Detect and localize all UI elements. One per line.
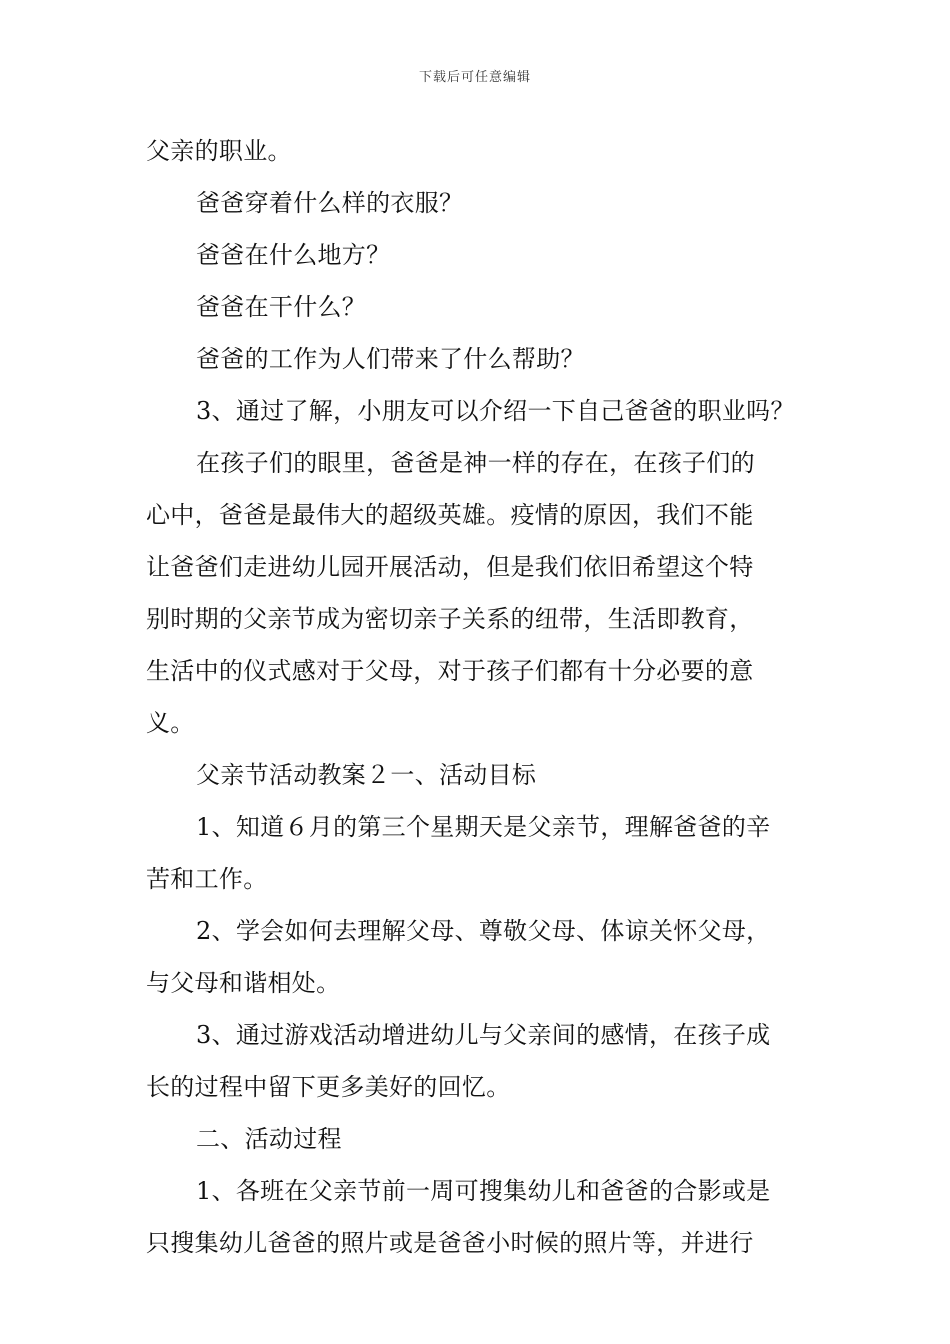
page-header: 下载后可任意编辑: [418, 70, 531, 85]
paragraph-start-line: 在孩子们的眼里，爸爸是神一样的存在，在孩子们的: [196, 449, 755, 477]
text-line: 心中，爸爸是最伟大的超级英雄。疫情的原因，我们不能: [146, 501, 754, 529]
text-line: 爸爸在什么地方？: [196, 241, 391, 269]
text-line: 与父母和谐相处。: [146, 969, 341, 997]
document-body: [146, 125, 810, 1269]
text-line: 苦和工作。: [146, 865, 268, 893]
list-item-line: 3、通过游戏活动增进幼儿与父亲间的感情，在孩子成: [196, 1021, 771, 1049]
text-line: 爸爸的工作为人们带来了什么帮助？: [196, 345, 585, 373]
text-line: 只搜集幼儿爸爸的照片或是爸爸小时候的照片等，并进行: [146, 1229, 754, 1257]
text-line: 3、通过了解，小朋友可以介绍一下自己爸爸的职业吗？: [196, 397, 795, 425]
text-line: 让爸爸们走进幼儿园开展活动，但是我们依旧希望这个特: [146, 553, 754, 581]
text-line: 爸爸在干什么？: [196, 293, 367, 321]
list-item-line: 1、知道６月的第三个星期天是父亲节，理解爸爸的辛: [196, 813, 771, 841]
text-line: 长的过程中留下更多美好的回忆。: [146, 1073, 511, 1101]
text-line: 别时期的父亲节成为密切亲子关系的纽带，生活即教育，: [146, 605, 754, 633]
section-heading-line: 父亲节活动教案２一、活动目标: [196, 761, 537, 789]
list-item-line: 2、学会如何去理解父母、尊敬父母、体谅关怀父母，: [196, 917, 771, 945]
list-item-line: 1、各班在父亲节前一周可搜集幼儿和爸爸的合影或是: [196, 1177, 771, 1205]
text-line: 生活中的仪式感对于父母，对于孩子们都有十分必要的意: [146, 657, 754, 685]
section-heading-line: 二、活动过程: [196, 1125, 342, 1153]
text-line: 爸爸穿着什么样的衣服？: [196, 189, 464, 217]
text-line: 义。: [146, 709, 195, 737]
text-line: 父亲的职业。: [146, 137, 292, 165]
